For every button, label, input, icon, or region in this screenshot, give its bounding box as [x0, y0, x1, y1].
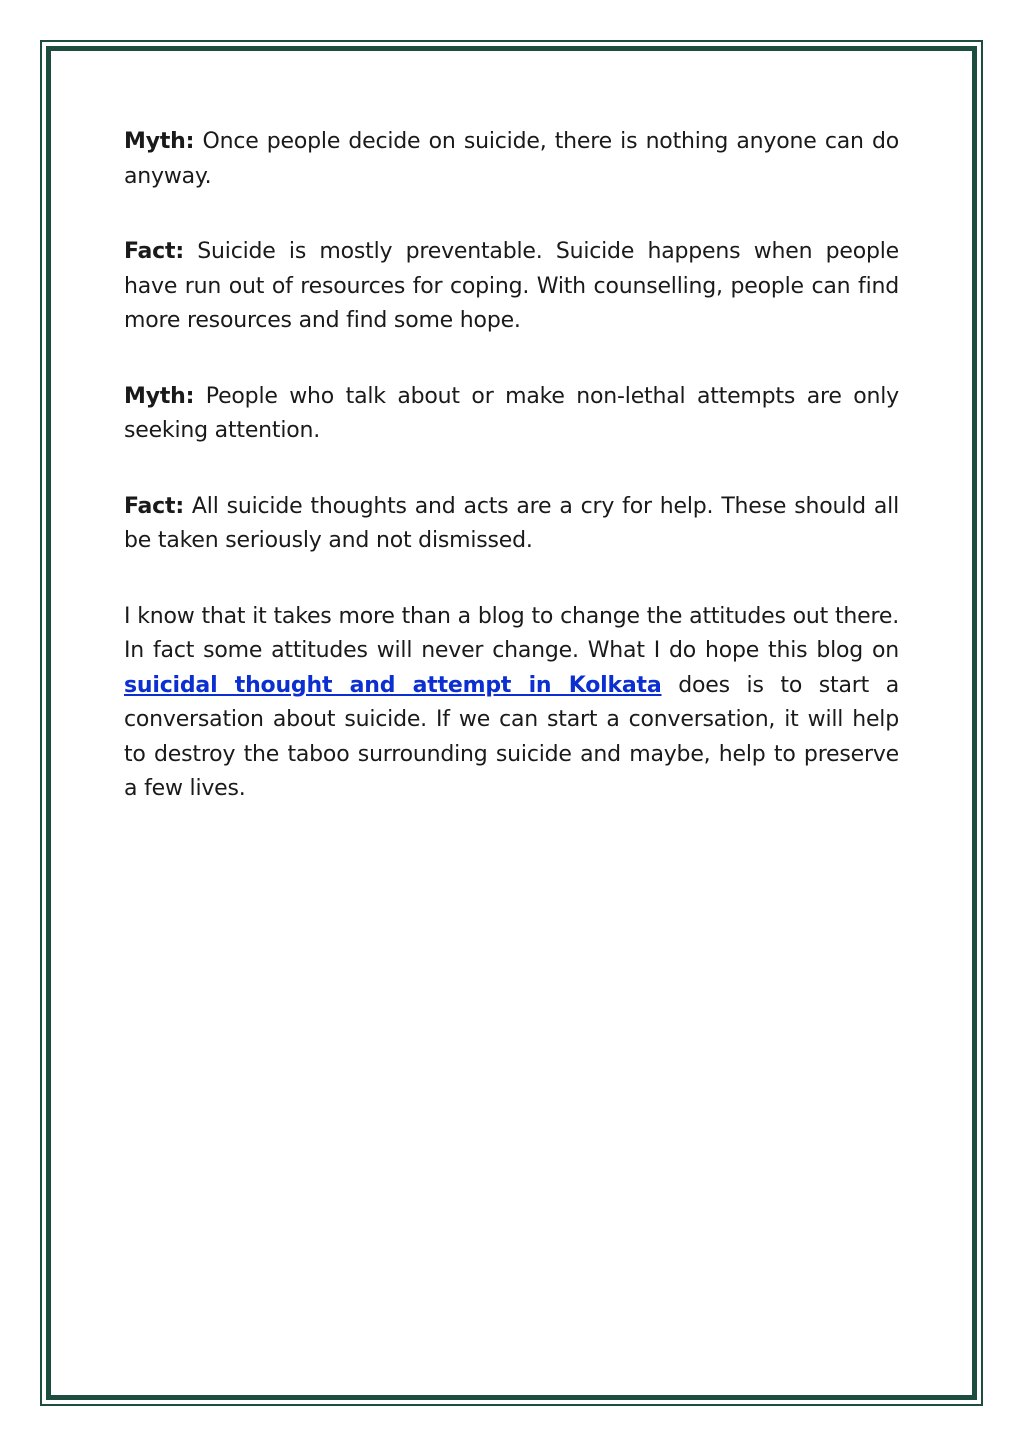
document-body — [124, 125, 899, 848]
closing-text-before: I know that it takes more than a blog to change the attitudes out there. In fact some attitudes will never change. What I do hope this blog on — [124, 603, 899, 663]
fact-text: Suicide is mostly preventable. Suicide happens when people have run out of resources for coping. With counselling, people can find more resources and find some hope. — [124, 239, 899, 333]
fact-text: All suicide thoughts and acts are a cry for help. These should all be taken seriously and not dismissed. — [124, 493, 899, 553]
myth-paragraph-1 — [124, 125, 899, 194]
myth-text: Once people decide on suicide, there is nothing anyone can do anyway. — [124, 129, 899, 189]
fact-paragraph-2 — [124, 490, 899, 559]
kolkata-blog-link[interactable]: suicidal thought and attempt in Kolkata — [124, 672, 662, 698]
closing-paragraph — [124, 600, 899, 807]
fact-paragraph-1 — [124, 235, 899, 339]
myth-label: Myth: — [124, 383, 195, 409]
closing-text-after: does is to start a conversation about suicide. If we can start a conversation, it will help to destroy the taboo surrounding suicide and maybe, help to preserve a few lives. — [124, 672, 899, 801]
fact-label: Fact: — [124, 493, 184, 519]
myth-text: People who talk about or make non-lethal attempts are only seeking attention. — [124, 383, 899, 443]
myth-paragraph-2 — [124, 380, 899, 449]
myth-label: Myth: — [124, 129, 195, 154]
fact-label: Fact: — [124, 239, 184, 264]
